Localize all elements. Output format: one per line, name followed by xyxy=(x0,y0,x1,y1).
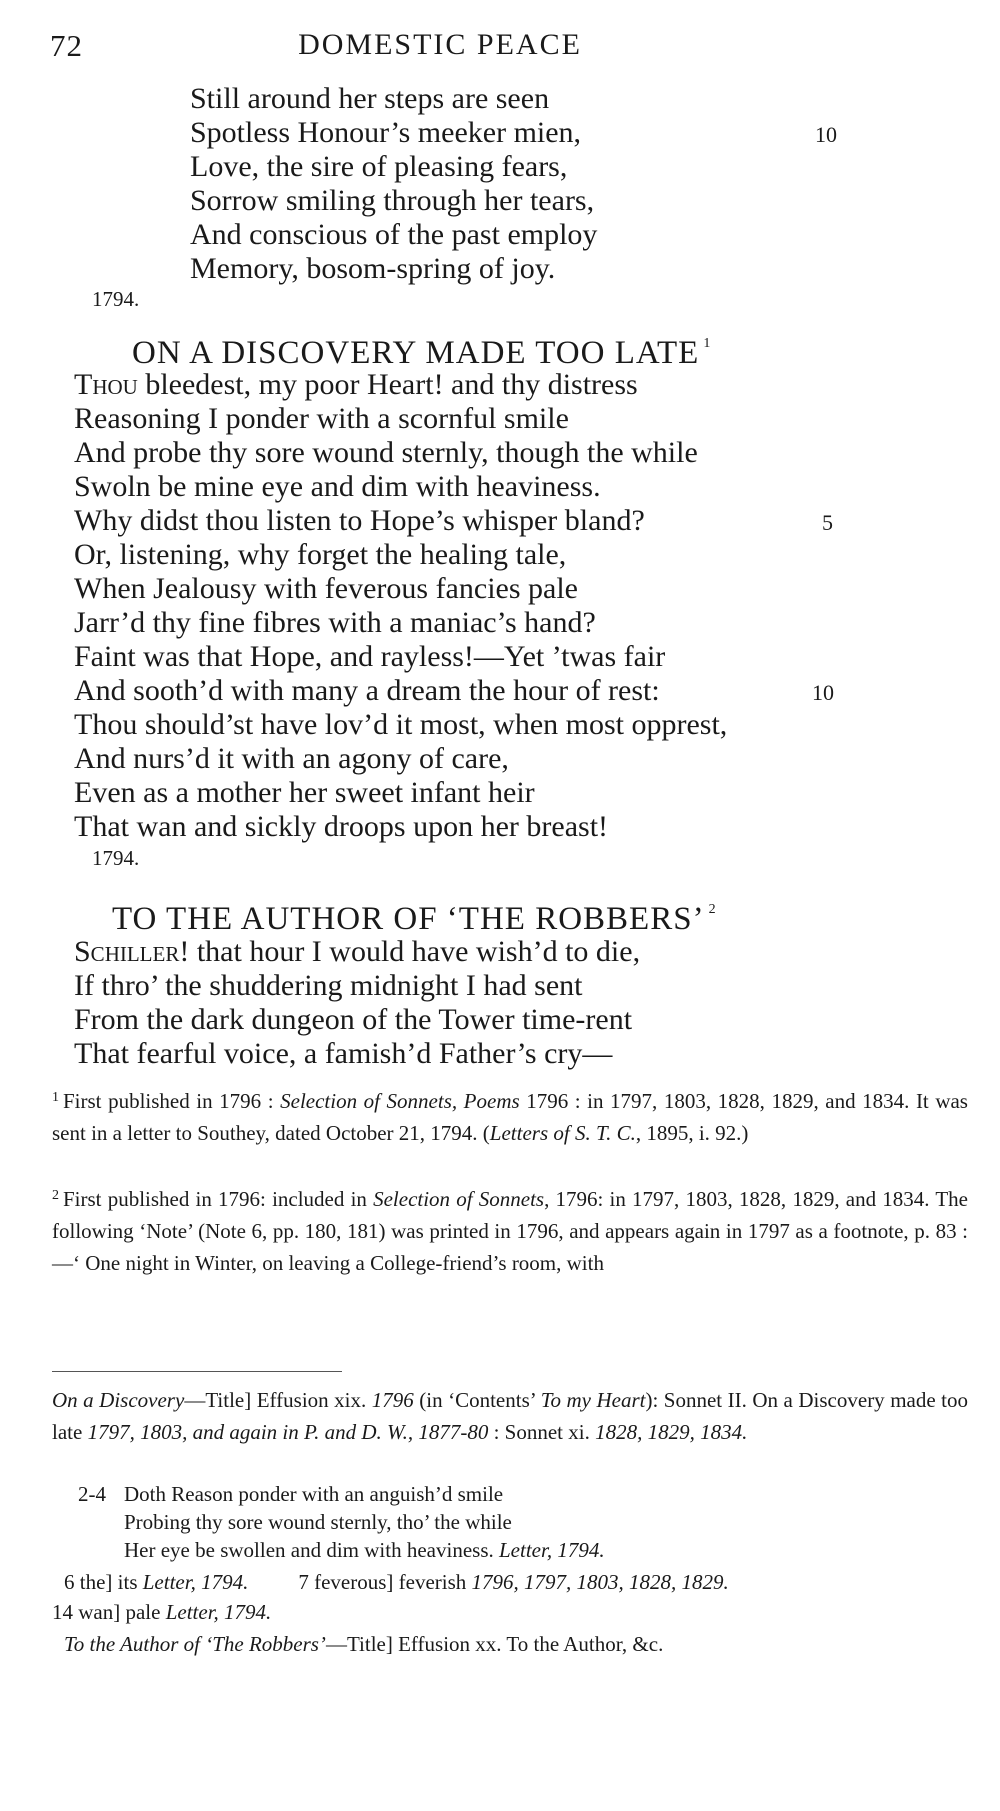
variant-source: Letter, 1794. xyxy=(142,1570,249,1594)
variant-text: 6 the] its xyxy=(64,1570,143,1594)
verse-line: And conscious of the past employ xyxy=(190,218,598,251)
variant-text: 1796 xyxy=(371,1388,414,1412)
variant-source: 1796, 1797, 1803, 1828, 1829. xyxy=(471,1570,729,1594)
variant-note xyxy=(52,1596,968,1628)
variant-text: —Title] Effusion xx. To the Author, &c. xyxy=(325,1632,664,1656)
footnote-number: 1 xyxy=(52,1090,59,1105)
verse-line: And probe thy sore wound sternly, though the while xyxy=(74,436,698,469)
footnote-text: First published in 1796 : xyxy=(63,1089,281,1113)
variant-text: To my Heart xyxy=(540,1388,646,1412)
variant-text: 14 wan] pale xyxy=(52,1600,166,1624)
verse-line: When Jealousy with feverous fancies pale xyxy=(74,572,578,605)
verse-line: And nurs’d it with an agony of care, xyxy=(74,742,509,775)
footnote-text: Selection of Sonnets, Poems xyxy=(280,1089,520,1113)
footnote-ref: 2 xyxy=(708,902,717,917)
poem-date: 1794. xyxy=(92,287,140,311)
verse-line: If thro’ the shuddering midnight I had sent xyxy=(74,969,583,1002)
variant-note xyxy=(52,1384,968,1448)
verse-line: Spotless Honour’s meeker mien, xyxy=(190,116,582,149)
verse-line: Why didst thou listen to Hope’s whisper bland? xyxy=(74,504,645,537)
verse-text: bleedest, my poor Heart! and thy distress xyxy=(137,368,638,401)
footnote-ref: 1 xyxy=(703,336,712,351)
line-number: 5 xyxy=(822,510,833,535)
footnote-text: , 1796: in 1797, 1803, 1828, 1829, and 1834. The following ‘Note’ (Note 6, pp. 180, 181) was printed in 1796, and appears again in 1797 as a footnote, p. 83 :—‘ One night in Winter, on leaving a College-friend’s room, with xyxy=(52,1187,968,1275)
variant-text: 7 feverous] feverish xyxy=(298,1570,472,1594)
verse-line: Sorrow smiling through her tears, xyxy=(190,184,595,217)
divider-rule xyxy=(52,1371,342,1372)
variant-text: ): Sonnet II. On a Discovery made too late xyxy=(52,1388,969,1444)
variant-text: (in ‘Contents’ xyxy=(413,1388,541,1412)
footnote-text: First published in 1796: included in xyxy=(63,1187,374,1211)
poem-date: 1794. xyxy=(92,846,140,870)
line-number: 10 xyxy=(815,122,837,147)
footnote-text: Selection of Sonnets xyxy=(373,1187,545,1211)
running-title: DOMESTIC PEACE xyxy=(298,28,582,61)
variant-line xyxy=(124,1534,1000,1566)
footnote-2 xyxy=(52,1180,968,1279)
variant-line: Probing thy sore wound sternly, tho’ the while xyxy=(124,1510,512,1534)
variant-note xyxy=(64,1628,980,1660)
initial-word: Schiller xyxy=(74,935,180,968)
variant-text: To the Author of ‘The Robbers’ xyxy=(64,1632,326,1656)
verse-line: Even as a mother her sweet infant heir xyxy=(74,776,535,809)
footnote-text: 1796 : in 1797, 1803, 1828, 1829, and 1834. It was sent in a letter to Southey, dated October 21, 1794. ( xyxy=(52,1089,968,1145)
footnote-text: Letters of S. T. C. xyxy=(489,1121,636,1145)
verse-line xyxy=(74,366,638,404)
variant-text: : Sonnet xi. xyxy=(488,1420,596,1444)
verse-line: Still around her steps are seen xyxy=(190,82,550,115)
variant-note xyxy=(64,1566,980,1598)
verse-line: Or, listening, why forget the healing tale, xyxy=(74,538,567,571)
variant-text: Doth Reason ponder with an anguish’d smile xyxy=(124,1482,504,1506)
verse-line: And sooth’d with many a dream the hour of rest: xyxy=(74,674,660,707)
variant-text: On a Discovery xyxy=(52,1388,185,1412)
verse-line: Faint was that Hope, and rayless!—Yet ’twas fair xyxy=(74,640,666,673)
verse-line: Swoln be mine eye and dim with heaviness. xyxy=(74,470,601,503)
variant-text: 1828, 1829, 1834. xyxy=(595,1420,748,1444)
footnote-1 xyxy=(52,1082,968,1149)
variant-text: —Title] Effusion xix. xyxy=(184,1388,372,1412)
verse-line xyxy=(74,933,640,971)
initial-word: Thou xyxy=(74,368,138,401)
poem-title xyxy=(112,890,717,939)
verse-line: Memory, bosom-spring of joy. xyxy=(190,252,556,285)
verse-line: Reasoning I ponder with a scornful smile xyxy=(74,402,569,435)
verse-line: Jarr’d thy fine fibres with a maniac’s hand? xyxy=(74,606,596,639)
verse-line: From the dark dungeon of the Tower time-rent xyxy=(74,1003,633,1036)
variant-source: Letter, 1794. xyxy=(165,1600,272,1624)
verse-line: That wan and sickly droops upon her breast! xyxy=(74,810,609,843)
variant-text: Her eye be swollen and dim with heaviness. xyxy=(124,1538,494,1562)
footnote-number: 2 xyxy=(52,1188,59,1203)
poem-title-text: ON A DISCOVERY MADE TOO LATE xyxy=(132,335,700,371)
line-number: 10 xyxy=(812,680,834,705)
page-header xyxy=(0,28,1000,68)
verse-line: Thou should’st have lov’d it most, when most opprest, xyxy=(74,708,728,741)
verse-line: Love, the sire of pleasing fears, xyxy=(190,150,568,183)
variant-text: 1797, 1803, and again in P. and D. W., 1877-80 xyxy=(87,1420,489,1444)
verse-line: That fearful voice, a famish’d Father’s cry— xyxy=(74,1037,613,1070)
variant-label: 2-4 xyxy=(78,1482,106,1506)
poem-title-text: TO THE AUTHOR OF ‘THE ROBBERS’ xyxy=(112,901,705,937)
footnote-text: , 1895, i. 92.) xyxy=(635,1121,749,1145)
page-number: 72 xyxy=(50,28,83,63)
variant-source: Letter, 1794. xyxy=(499,1538,605,1562)
verse-text: ! that hour I would have wish’d to die, xyxy=(179,935,641,968)
